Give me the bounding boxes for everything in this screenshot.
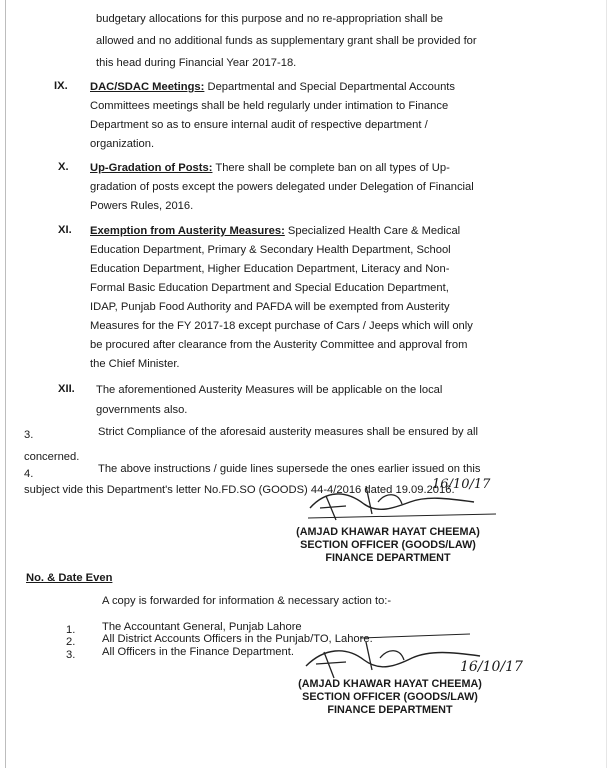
item-number: X. xyxy=(58,161,69,173)
item-text: Departmental and Special Departmental Accounts xyxy=(204,81,455,93)
list-item-number: 2. xyxy=(66,636,76,648)
item-text: Specialized Health Care & Medical xyxy=(284,225,461,237)
item-text: The aforementioned Austerity Measures will be applicable on the local xyxy=(96,384,443,396)
item-text: organization. xyxy=(90,138,155,150)
handwritten-date: 16/10/17 xyxy=(432,477,491,492)
item-text: Education Department, Primary & Secondary Health Department, School xyxy=(90,244,451,256)
paragraph-text: concerned. xyxy=(24,451,80,463)
page-edge-right xyxy=(606,0,607,768)
item-text: IDAP, Punjab Food Authority and PAFDA will be exempted from Austerity xyxy=(90,301,450,313)
intro-line: allowed and no additional funds as supplementary grant shall be provided for xyxy=(96,35,477,47)
paragraph-number: 3. xyxy=(24,429,34,441)
item-text: Measures for the FY 2017-18 except purchase of Cars / Jeeps which will only xyxy=(90,320,473,332)
item-heading: DAC/SDAC Meetings: xyxy=(90,81,205,93)
item-text: Department so as to ensure internal audit of respective department / xyxy=(90,119,428,131)
item-text: gradation of posts except the powers delegated under Delegation of Financial xyxy=(90,181,474,193)
item-text: Powers Rules, 2016. xyxy=(90,200,194,212)
paragraph-text: The above instructions / guide lines supersede the ones earlier issued on this xyxy=(98,463,481,475)
signatory-designation: SECTION OFFICER (GOODS/LAW) xyxy=(302,691,478,703)
paragraph-number: 4. xyxy=(24,468,34,480)
item-text: There shall be complete ban on all types of Up- xyxy=(212,162,450,174)
handwritten-date: 16/10/17 xyxy=(460,659,523,675)
list-item: All District Accounts Officers in the Punjab/TO, Lahore. xyxy=(102,633,373,645)
item-text: governments also. xyxy=(96,404,188,416)
signatory-department: FINANCE DEPARTMENT xyxy=(325,552,451,564)
intro-line: budgetary allocations for this purpose and no re-appropriation shall be xyxy=(96,13,444,25)
list-item-number: 1. xyxy=(66,624,76,636)
item-x-first-line xyxy=(90,161,450,175)
item-text: Formal Basic Education Department and Special Education Department, xyxy=(90,282,449,294)
no-date-even-heading: No. & Date Even xyxy=(26,572,113,584)
item-ix-first-line xyxy=(90,80,455,94)
signatory-department: FINANCE DEPARTMENT xyxy=(327,704,453,716)
item-number: XI. xyxy=(58,224,72,236)
paragraph-text: Strict Compliance of the aforesaid austerity measures shall be ensured by all xyxy=(98,426,478,438)
item-text: Education Department, Higher Education Department, Literacy and Non- xyxy=(90,263,450,275)
page-edge-left xyxy=(5,0,6,768)
item-text: be procured after clearance from the Austerity Committee and approval from xyxy=(90,339,468,351)
forward-text: A copy is forwarded for information & necessary action to:- xyxy=(102,595,392,607)
item-xi-first-line xyxy=(90,224,460,238)
list-item-number: 3. xyxy=(66,649,76,661)
paragraph-text: subject vide this Department's letter No.FD.SO (GOODS) 44-4/2016 dated 19.09.2016. xyxy=(24,484,455,496)
intro-line: this head during Financial Year 2017-18. xyxy=(96,57,297,69)
signatory-designation: SECTION OFFICER (GOODS/LAW) xyxy=(300,539,476,551)
list-item: The Accountant General, Punjab Lahore xyxy=(102,621,302,633)
item-number: IX. xyxy=(54,80,68,92)
item-text: Committees meetings shall be held regularly under intimation to Finance xyxy=(90,100,449,112)
signatory-name: (AMJAD KHAWAR HAYAT CHEEMA) xyxy=(296,526,480,538)
signatory-name: (AMJAD KHAWAR HAYAT CHEEMA) xyxy=(298,678,482,690)
list-item: All Officers in the Finance Department. xyxy=(102,646,294,658)
item-number: XII. xyxy=(58,383,75,395)
item-text: the Chief Minister. xyxy=(90,358,180,370)
item-heading: Up-Gradation of Posts: xyxy=(90,162,213,174)
item-heading: Exemption from Austerity Measures: xyxy=(90,225,285,237)
